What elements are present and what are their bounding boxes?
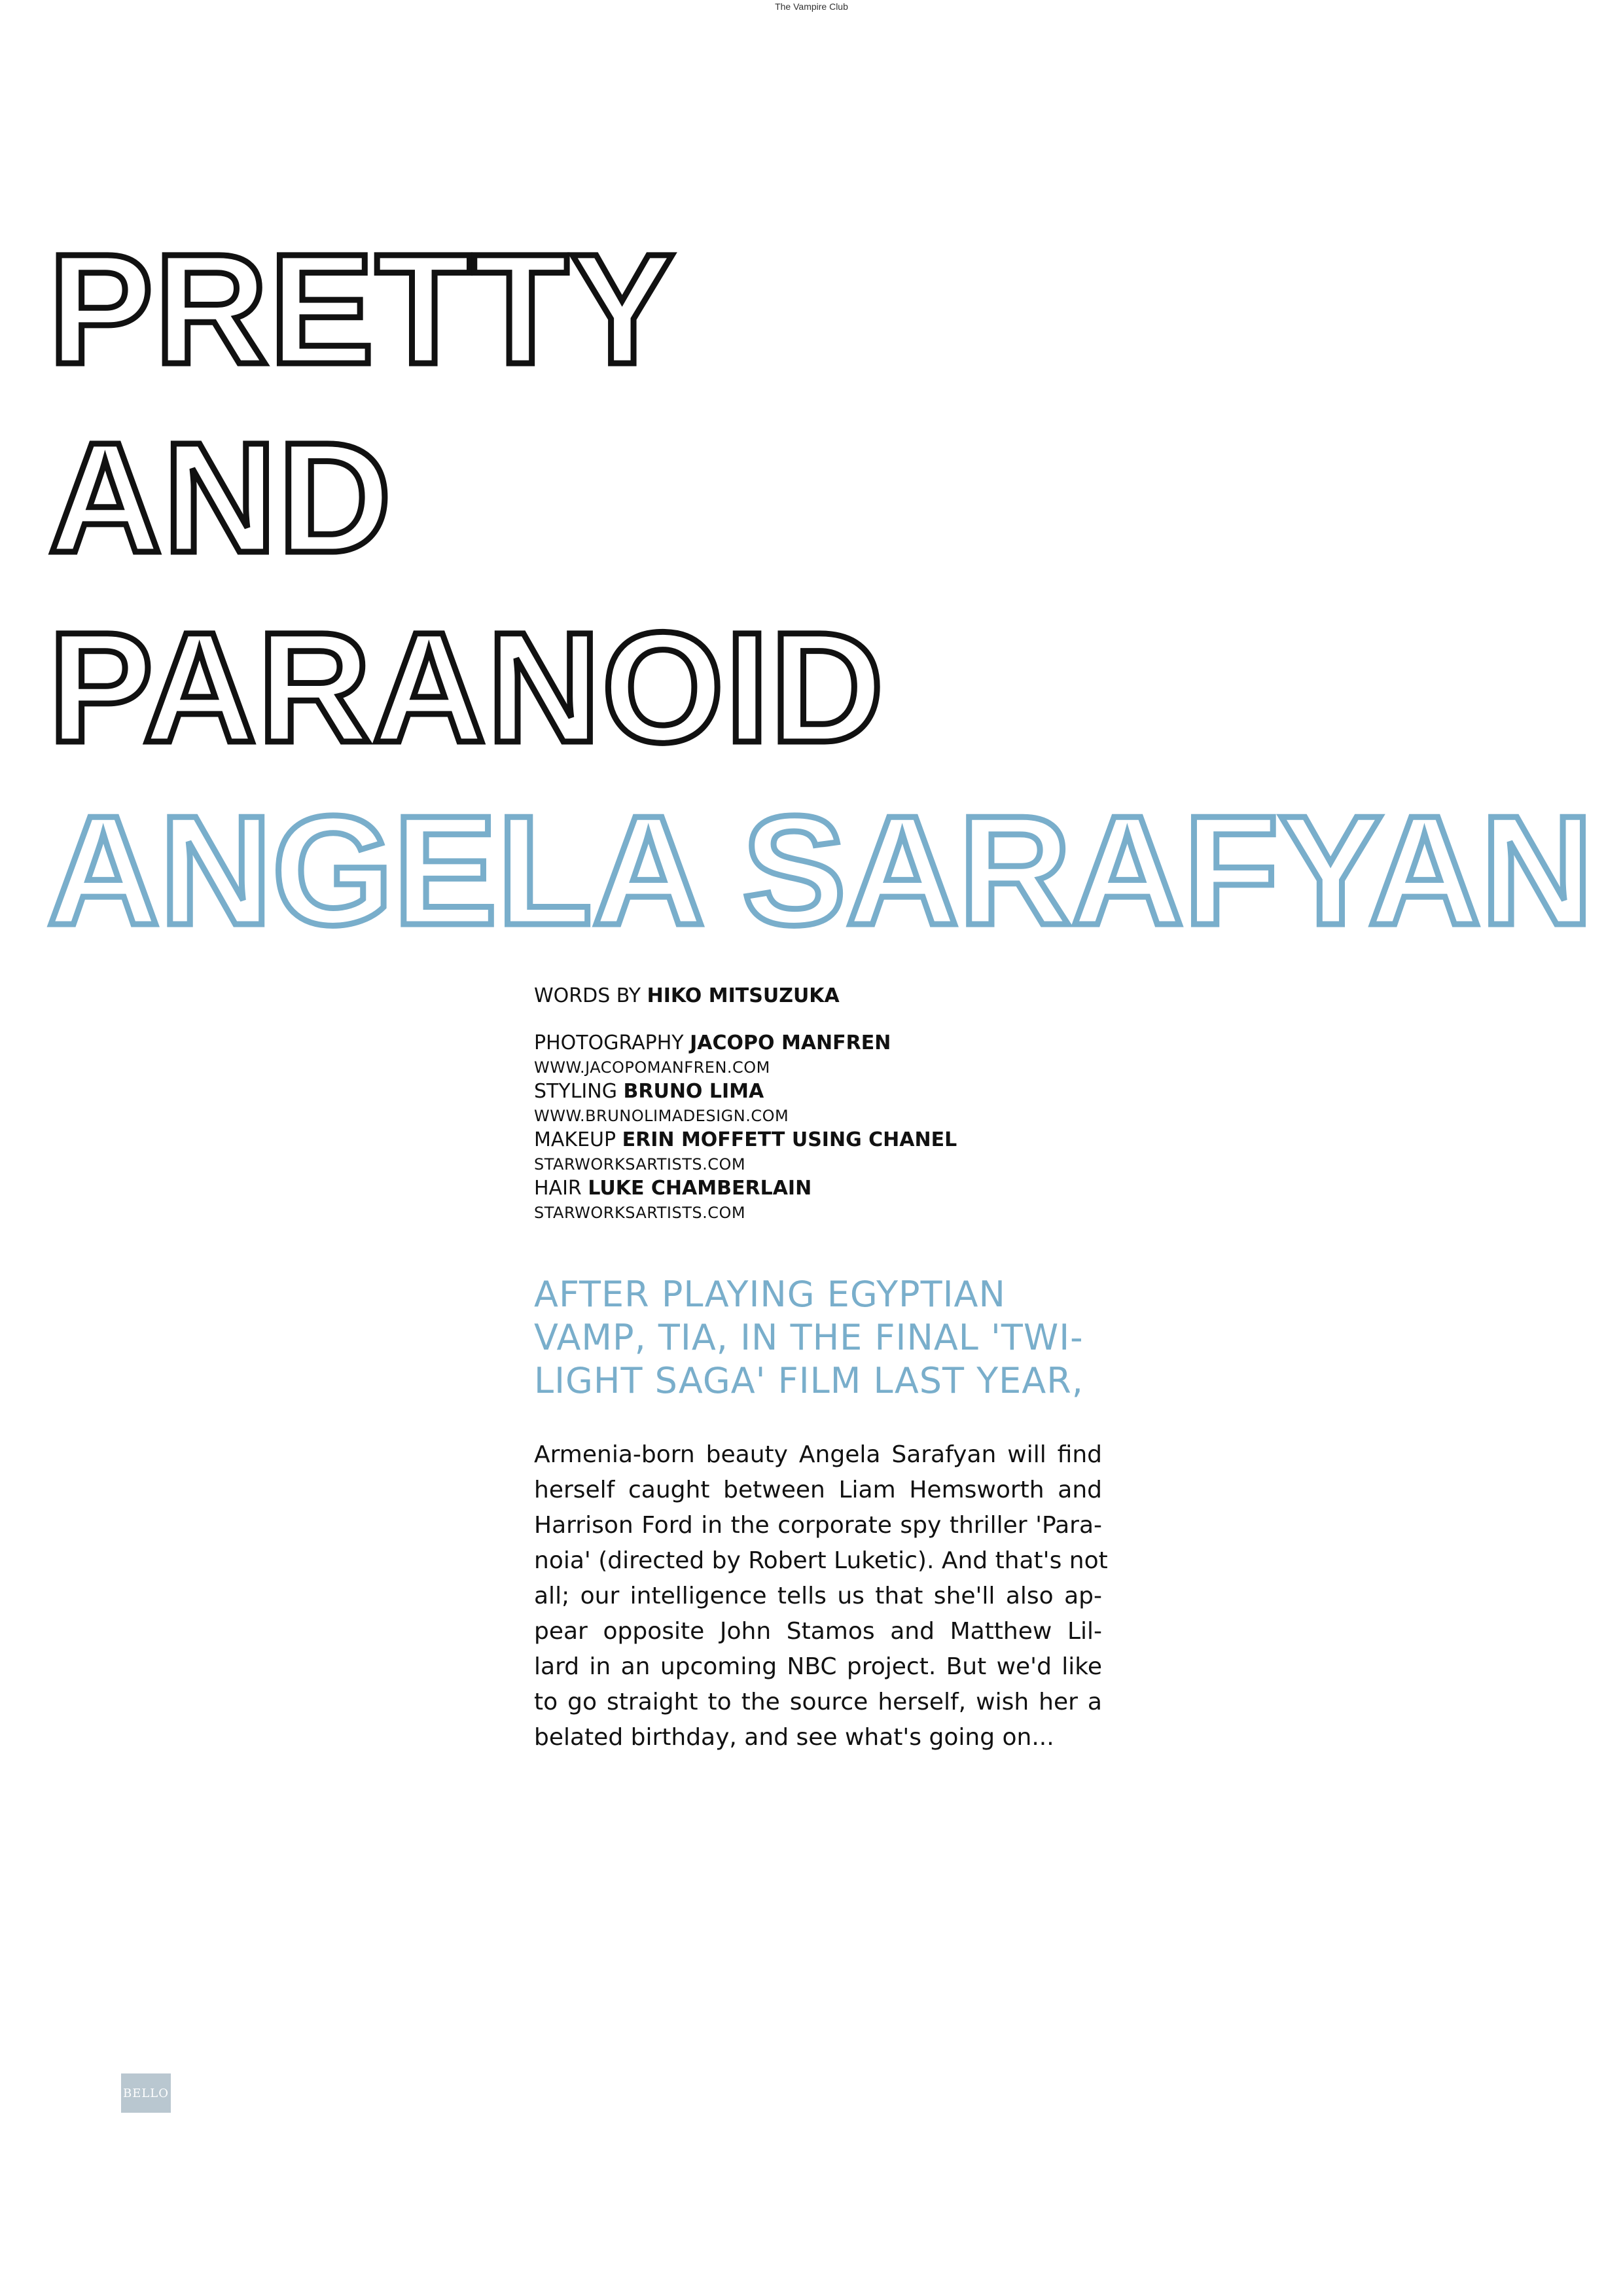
credit-photography-label: PHOTOGRAPHY: [534, 1031, 684, 1054]
credit-makeup-url: STARWORKSARTISTS.COM: [534, 1155, 746, 1174]
body-line: belated birthday, and see what's going on...: [534, 1724, 1054, 1751]
headline-line-3: PARANOID: [48, 600, 885, 775]
magazine-logo-text: BELLO: [122, 2086, 169, 2100]
body-line: lard in an upcoming NBC project. But we'd like: [534, 1653, 1102, 1680]
body-line: to go straight to the source herself, wish her a: [534, 1689, 1102, 1715]
credit-photography-url: WWW.JACOPOMANFREN.COM: [534, 1058, 770, 1077]
standfirst-line: AFTER PLAYING EGYPTIAN: [534, 1274, 1006, 1315]
headline-line-1: PRETTY: [48, 221, 676, 397]
section-label: The Vampire Club: [775, 1, 848, 12]
credit-styling-label: STYLING: [534, 1080, 617, 1103]
standfirst-line: LIGHT SAGA' FILM LAST YEAR,: [534, 1360, 1084, 1401]
credits-block: [534, 983, 1188, 1224]
body-line: Armenia-born beauty Angela Sarafyan will find: [534, 1441, 1102, 1468]
credit-styling-url: WWW.BRUNOLIMADESIGN.COM: [534, 1107, 789, 1125]
credit-words: [534, 983, 1188, 1009]
body-line: all; our intelligence tells us that she'll also ap-: [534, 1583, 1102, 1609]
credit-photography-name: JACOPO MANFREN: [690, 1031, 891, 1054]
body-line: pear opposite John Stamos and Matthew Lil-: [534, 1618, 1102, 1645]
magazine-logo: [121, 2073, 171, 2113]
subject-name-headline: ANGELA SARAFYAN: [47, 784, 1594, 958]
standfirst: [534, 1273, 1097, 1403]
body-copy: [534, 1437, 1108, 1755]
body-line: Harrison Ford in the corporate spy thriller 'Para-: [534, 1512, 1102, 1539]
credit-words-name: HIKO MITSUZUKA: [647, 984, 840, 1007]
credit-hair-label: HAIR: [534, 1177, 582, 1200]
credit-makeup: [534, 1127, 1188, 1153]
credit-styling: [534, 1079, 1188, 1105]
credit-hair: [534, 1175, 1188, 1202]
credit-makeup-label: MAKEUP: [534, 1128, 616, 1151]
credit-photography: [534, 1030, 1188, 1056]
credit-words-label: WORDS BY: [534, 984, 641, 1007]
body-line: herself caught between Liam Hemsworth and: [534, 1477, 1102, 1503]
credit-styling-name: BRUNO LIMA: [623, 1080, 764, 1103]
body-line: noia' (directed by Robert Luketic). And that's not: [534, 1547, 1108, 1574]
headline-line-2: AND: [48, 410, 393, 585]
credit-makeup-name: ERIN MOFFETT USING CHANEL: [622, 1128, 957, 1151]
credit-hair-url: STARWORKSARTISTS.COM: [534, 1204, 746, 1222]
credit-hair-name: LUKE CHAMBERLAIN: [588, 1177, 812, 1200]
standfirst-line: VAMP, TIA, IN THE FINAL 'TWI-: [534, 1317, 1084, 1358]
